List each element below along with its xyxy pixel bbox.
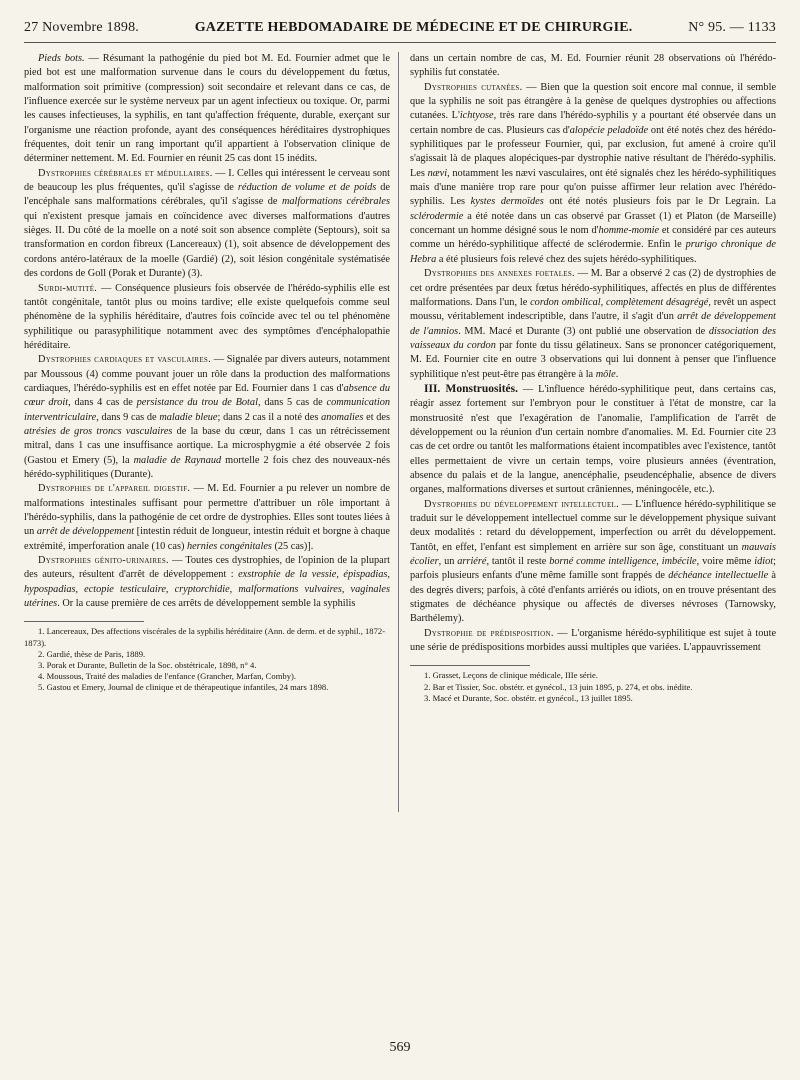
- section-heading: III. Monstruosités.: [424, 382, 519, 395]
- footnote: 3. Porak et Durante, Bulletin de la Soc. obstétricale, 1898, n° 4.: [38, 660, 257, 671]
- paragraph-text: , tantôt il reste: [486, 556, 550, 568]
- footnote: 2. Bar et Tissier, Soc. obstétr. et gynécol., 13 juin 1895, p. 274, et obs. inédite.: [424, 681, 693, 692]
- paragraph-text: qui n'existent presque jamais en coïncidence avec diverses malformations d'autres sièges. II. Du côté de la moelle on a noté soit son absence complète (Septours), soit sa transformation en cordon fibreux (Lancereaux) (1), soit absence de développement des cordons antéro-latéraux de la moelle (Gardié) (2), soit lésion congénitale systématisée des cordons de Goll (Porak et Durante) (3).: [24, 210, 390, 280]
- paragraph: [410, 627, 776, 656]
- paragraph-text: de l'encéphale sans malformations cérébrales, qu'il s'agisse de: [24, 182, 390, 208]
- emphasis: maladie bleue: [159, 411, 218, 423]
- emphasis: maladie de Raynaud: [133, 454, 222, 466]
- footnote: 2. Gardié, thèse de Paris, 1889.: [38, 648, 146, 659]
- paragraph-text: — M. Ed. Fournier a pu relever un nombre de malformations intestinales suffisant pour permettre d'attribuer un rôle important à l'hérédo-syphilis, dans la pathogénie de cet ordre de dystrophies. Elles sont toutes liées à un: [24, 483, 390, 538]
- paragraph: [24, 282, 390, 354]
- emphasis: communication interventriculaire: [24, 397, 390, 423]
- paragraph-text: — Résumant la pathogénie du pied bot M. Ed. Fournier admet que le pied bot est une malformation survenue dans le cours du développement du fœtus, malformation soit primitive (compression) soit secondaire et relevant dans ce cas, de l'influence exercée sur le système nerveux par un agent infectieux ou toxique. Or, parmi les causes infectieuses, la syphilis, en tant qu'affection fréquente, durable, exerçant sur l'organisme une réaction profonde, ayant des conséquences héréditaires dystrophiques fréquentes, doit tenir un rang important qu'il appartient à l'observation clinique de déterminer nettement. M. Ed. Fournier en réunit 25 cas dont 15 inédits.: [24, 53, 390, 165]
- footnote: 4. Moussous, Traité des maladies de l'enfance (Grancher, Marfan, Comby).: [38, 671, 296, 682]
- page-number: 569: [389, 1040, 411, 1055]
- emphasis: atrésies de gros troncs vasculaires: [24, 425, 173, 437]
- paragraph: [410, 498, 776, 627]
- paragraph-text: — L'organisme hérédo-syphilitique est sujet à toute une série de prédispositions morbides aussi multiples que variées. L'appauvrissement: [410, 627, 776, 654]
- paragraph-text: , revêt un aspect moussu, véritablement indescriptible, dans l'autre, il s'agit d'un: [410, 296, 776, 323]
- paragraph-text: ont été notés chez des hérédo-syphilitiques par le professeur Fournier, qui, par exclusion, fut amené à croire qu'il s'agissait là de plaques alopéciques-par dystrophie native résultant de l'hérédo-syphilis. Les: [410, 124, 776, 179]
- paragraph-text: a été plusieurs fois relevé chez des sujets hérédo-syphilitiques.: [436, 253, 697, 265]
- emphasis: arriéré: [457, 556, 487, 568]
- paragraph: [410, 267, 776, 382]
- paragraph-text: — M. Bar a observé 2 cas (2) de dystrophies de cet ordre présentées par deux fœtus hérédo-syphilitiques, affectés en plus de différentes malformations. Dans l'un, le: [410, 268, 776, 308]
- emphasis: môle: [595, 368, 616, 380]
- paragraph-text: , très rare dans l'hérédo-syphilis y a pourtant été observée dans un certain nombre de cas. Plusieurs cas d': [410, 110, 776, 136]
- footnote: 1. Lancereaux, Des affections viscérales de la syphilis héréditaire (Ann. de derm. et de syphil., 1872-1873).: [24, 626, 386, 648]
- paragraph-text: a été notée dans un cas observé par Grasset (1) et Platon (de Marseille) concernant un homme désigné sous le nom d': [410, 210, 776, 237]
- running-header: [24, 20, 776, 36]
- emphasis: kystes dermoïdes: [470, 196, 544, 208]
- paragraph-text: et considéré par ces auteurs comme un hérédo-syphilitique affecté de sclérodermie. Enfin le: [410, 225, 776, 251]
- emphasis: arrêt de développement: [36, 526, 135, 538]
- paragraph-text: par fonte du tissu gélatineux. Sans se prononcer catégoriquement, M. Ed. Fournier cite en outre 3 observations qui lui donnent à penser que l'influence syphilitique n'est peut-être pas étrangère à la: [410, 339, 776, 380]
- section-heading: Surdi-mutité.: [38, 282, 98, 294]
- paragraph-text: .: [615, 368, 619, 380]
- section-heading: Dystrophies de l'appareil digestif.: [38, 483, 191, 495]
- section-heading: Dystrophies cardiaques et vasculaires.: [38, 354, 211, 366]
- paragraph: [24, 353, 390, 482]
- paragraph: [410, 81, 776, 267]
- emphasis: sclérodermie: [410, 210, 464, 222]
- emphasis: hernies congénitales: [186, 540, 272, 552]
- paragraph-text: — Signalée par divers auteurs, notamment par Moussous (4) comme pouvant jouer un rôle dans la production des malformations cardiaques, l'hérédo-syphilis est en effet notée par Ed. Fournier dans 1 cas d': [24, 354, 390, 394]
- emphasis: anomalies: [321, 411, 364, 423]
- header-issue: N° 95. — 1133: [688, 20, 776, 35]
- emphasis: idiot: [754, 556, 774, 568]
- right-column: [410, 52, 776, 1040]
- emphasis: exstrophie de la vessie, épispadias, hypospadias, ectopie testiculaire, cryptorchidie, malformations vulvaires, vaginales utérines: [24, 569, 390, 610]
- paragraph-text: , voire même: [696, 556, 755, 568]
- paragraph-text: de la base du cœur, dans 1 cas un rétrécissement mitral, dans 1 cas une insuffisance aortique. La microsphygmie a été observée 2 fois (Gastou et Emery (5), la: [24, 425, 390, 466]
- paragraph-text: [intestin réduit de longueur, intestin réduit et borgne à chaque extrémité, imperforation anale (10 cas): [24, 526, 390, 552]
- footnote: 5. Gastou et Emery, Journal de clinique et de thérapeutique infantiles, 24 mars 1898.: [38, 682, 329, 693]
- emphasis: prurigo chronique de Hebra: [410, 239, 776, 265]
- emphasis: homme-momie: [598, 225, 660, 237]
- paragraph-text: — L'influence hérédo-syphilitique se traduit sur le développement intellectuel comme sur le développement physique suivant deux modalités : retard du développement, imperfection ou arrêt du développement. Tantôt, en effet, l'enfant est simplement en arrière sur son âge, constituant un: [410, 498, 776, 553]
- paragraph-text: , dans 9 cas de: [96, 411, 160, 423]
- section-heading: Pieds bots.: [38, 53, 85, 64]
- paragraph: [24, 52, 390, 167]
- paragraph-text: , dans 5 cas de: [257, 397, 327, 409]
- section-heading: Dystrophies cérébrales et médullaires.: [38, 167, 213, 179]
- emphasis: alopécie peladoïde: [569, 124, 649, 136]
- footnote-rule: [410, 665, 530, 666]
- left-column: [24, 52, 390, 1040]
- paragraph-text: à des degrés divers; parfois, à côté d'enfants arriérés ou idiots, on en trouve présentant des stigmates de déchéance physique ou affectés de diverses névroses (Tarnowsky, Barthélemy).: [410, 570, 776, 625]
- paragraph-text: . MM. Macé et Durante (3) ont publié une observation de: [458, 325, 709, 337]
- paragraph-text: ; dans 2 cas il a noté des: [217, 411, 322, 423]
- emphasis: déchéance intellectuelle: [668, 570, 769, 582]
- section-heading: Dystrophies cutanées.: [424, 81, 523, 93]
- header-date: 27 Novembre 1898.: [24, 20, 139, 35]
- paragraph: [410, 382, 776, 498]
- emphasis: malformations cérébrales: [281, 196, 390, 208]
- footnote: 3. Macé et Durante, Soc. obstétr. et gynécol., 13 juillet 1895.: [424, 692, 633, 703]
- section-heading: Dystrophies du développement intellectuel.: [424, 498, 620, 510]
- emphasis: borné comme intelligence, imbécile: [549, 556, 697, 568]
- paragraph: [24, 554, 390, 611]
- header-rule: [24, 42, 776, 43]
- emphasis: arrêt de développement de l'amnios: [410, 311, 776, 337]
- column-divider: [398, 52, 399, 812]
- paragraph-text: ; parfois plusieurs enfants d'une même famille sont frappés de: [410, 556, 776, 582]
- emphasis: nævi: [427, 167, 448, 179]
- paragraph: [24, 167, 390, 282]
- footnote: 1. Grasset, Leçons de clinique médicale, IIIe série.: [424, 670, 598, 681]
- section-heading: Dystrophie de prédisposition.: [424, 627, 554, 639]
- paragraph-text: et des: [363, 411, 390, 423]
- paragraph-text: mortelle 2 fois chez des nouveaux-nés hérédo-syphilitiques (Durante).: [24, 454, 390, 480]
- header-title: GAZETTE HEBDOMADAIRE DE MÉDECINE ET DE CHIRURGIE.: [194, 20, 633, 35]
- emphasis: réduction de volume et de poids: [237, 182, 377, 194]
- emphasis: persistance du trou de Botal: [136, 397, 258, 409]
- paragraph: [24, 482, 390, 554]
- paragraph-text: (25 cas)].: [271, 540, 314, 552]
- emphasis: absence du cœur droit: [24, 382, 390, 409]
- paragraph: dans un certain nombre de cas, M. Ed. Fournier réunit 28 observations où l'hérédo-syphilis fut constatée.: [410, 53, 776, 79]
- paragraph-text: — I. Celles qui intéressent le cerveau sont de beaucoup les plus fréquentes, qu'il s'agisse de: [24, 167, 390, 194]
- section-heading: Dystrophies des annexes foetales.: [424, 268, 575, 280]
- paragraph-text: . Or la cause première de ces arrêts de développement semble la syphilis: [57, 598, 356, 610]
- paragraph-text: — Bien que la question soit encore mal connue, il semble que la syphilis ne soit pas étrangère à la genèse de quelques dystrophies ou affections cutanées. L': [410, 81, 776, 122]
- paragraph-text: ont été notés plusieurs fois par le Dr Legrain. La: [543, 196, 776, 208]
- paragraph-text: — L'influence hérédo-syphilitique peut, dans certains cas, réagir assez fortement sur l'embryon pour le constituer à l'état de monstre, car la monstruosité n'est que l'exagération de l'anomalie, l'amplification de l'arrêt de développement ou la réunion d'un certain nombre d'anomalies. M. Ed. Fournier cite 23 cas de cet ordre ou tantôt les malformations étaient incompatibles avec l'existence, tantôt elles permettaient de vivre un certain temps, voire plusieurs années (éventration, absence du palais et de la langue, anencéphalie, pseudencéphalie, absence de divers organes, malformations diverses et surtout crâniennes, méningocèle, etc.).: [410, 383, 776, 496]
- emphasis: ichtyose: [459, 110, 494, 122]
- emphasis: dissociation des vaisseaux du cordon: [410, 325, 776, 351]
- paragraph-text: — Toutes ces dystrophies, de l'opinion de la plupart des auteurs, résultent d'arrêt de développement :: [24, 555, 390, 581]
- paragraph-text: — Conséquence plusieurs fois observée de l'hérédo-syphilis elle est tantôt congénitale, tantôt plus ou moins tardive; elle existe quelquefois comme seul phénomène de la syphilis héréditaire, d'autres fois coïncide avec tel ou tel phénomène syphilitique ou parasyphilitique notamment avec des symptômes d'encéphalopathie héréditaire.: [24, 282, 390, 351]
- paragraph-text: , dans 4 cas de: [68, 397, 137, 409]
- paragraph-text: , notamment les nævi vasculaires, ont été signalés chez les hérédo-syphilitiques mais d'une manière trop rare pour qu'on puisse affirmer leur relation avec l'hérédo-syphilis. Les: [410, 167, 776, 208]
- paragraph-text: , un: [438, 556, 458, 568]
- footnote-rule: [24, 621, 144, 622]
- section-heading: Dystrophies génito-urinaires.: [38, 555, 169, 567]
- emphasis: mauvais écolier: [410, 541, 776, 568]
- emphasis: cordon ombilical, complètement désagrégé: [530, 296, 709, 308]
